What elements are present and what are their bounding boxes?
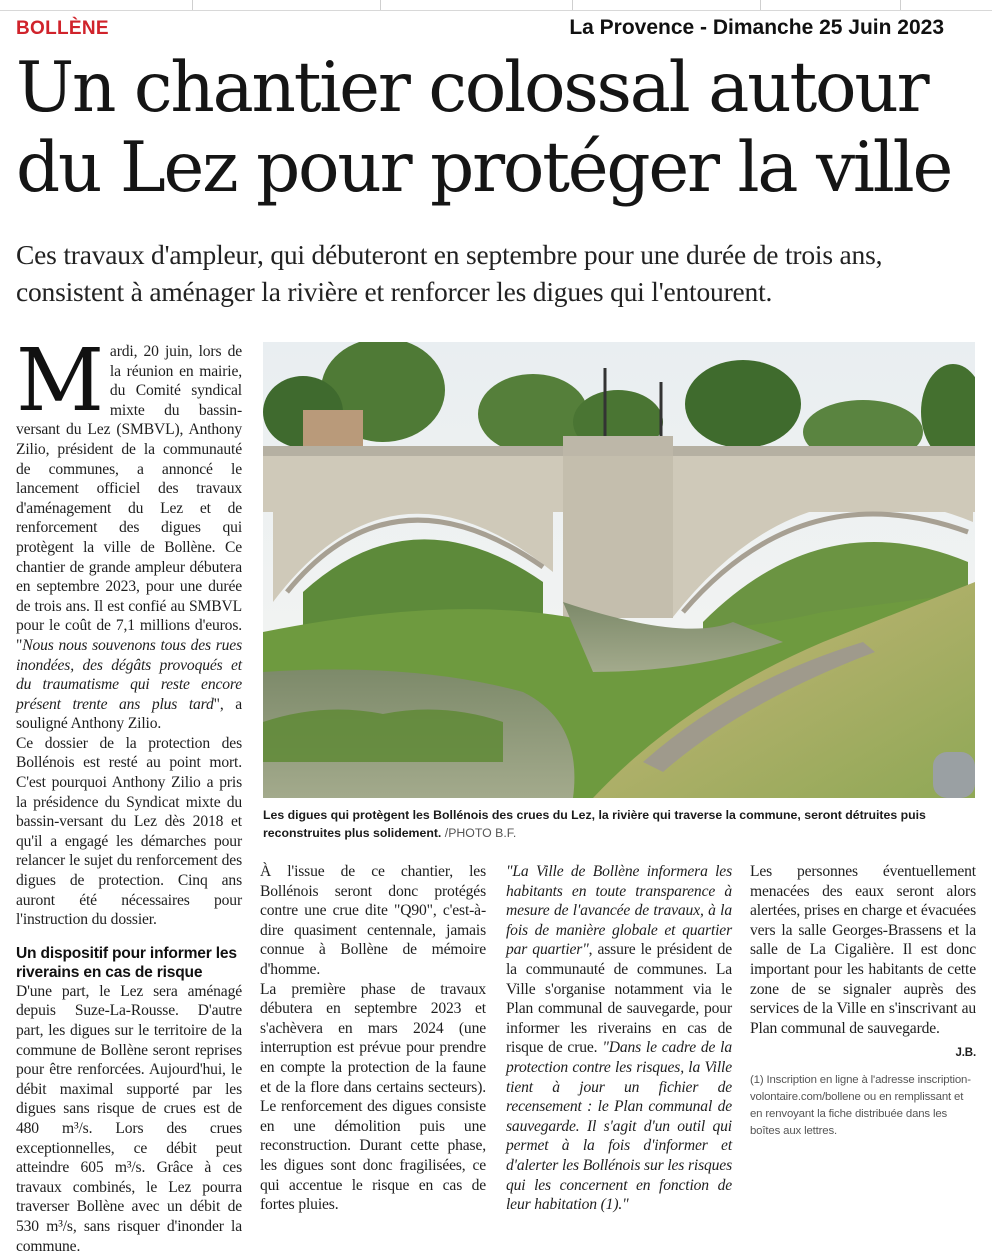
paragraph-6: "La Ville de Bollène informera les habitants en toute transparence à mesure de l'avancée de travaux, à la fois de manière globale et quartier par quartier", assure le président de la communauté de communes. La Ville s'organise notamment via le Plan communal de sauvegarde, pour informer les riverains en cas de risque de crue. "Dans le cadre de la protection contre les risques, la Ville tient à jour un fichier de recensement : le Plan communal de sauvegarde. Il s'agit d'un outil qui permet à la fois d'informer et d'alerter les Bollénois sur les risques qui les concernent en fonction de leur habitation (1)." — [506, 863, 733, 1214]
photo-caption: Les digues qui protègent les Bollénois des crues du Lez, la rivière qui traverse la commune, seront détruites puis reconstruites plus solidement. /PHOTO B.F. — [263, 808, 926, 840]
quote-ville-2: "Dans le cadre de la protection contre les risques, la Ville tient à jour un fichier de recensement : le Plan communal de sauvegarde. Il s'agit d'un outil qui permet à la fois d'informer et d'alerter les Bollénois sur les risques qui les concernent en fonction de leur habitation (1)." — [506, 1039, 733, 1214]
article-subhead: Un dispositif pour informer les riverains en cas de risque — [16, 944, 237, 981]
article-standfirst: Ces travaux d'ampleur, qui débuteront en septembre pour une durée de trois ans, consistent à aménager la rivière et renforcer les digues qui l'entourent. — [16, 239, 883, 307]
section-rubric: BOLLÈNE — [16, 18, 109, 39]
footnote: (1) Inscription en ligne à l'adresse inscription-volontaire.com/bollene ou en remplissant et en renvoyant la fiche distribuée dans les boîtes aux lettres. — [750, 1073, 971, 1137]
article-column-1 — [16, 331, 243, 1256]
quote-zilio: Nous nous souvenons tous des rues inondées, des dégâts provoqués et du traumatisme qui reste encore présent trente ans plus tard — [16, 636, 242, 713]
quote-ville-1: "La Ville de Bollène informera les habitants en toute transparence à mesure de l'avancée de travaux, à la fois de manière globale et quartier par quartier" — [506, 863, 732, 959]
article-column-3 — [506, 862, 732, 1215]
lead-paragraph: Mardi, 20 juin, lors de la réunion en mairie, du Comité syndical mixte du bassin-versant du Lez (SMBVL), Anthony Zilio, président de la communauté de communes, a annoncé le lancement officiel des travaux d'aménagement du Lez et de renforcement des digues qui protègent la ville de Bollène. Ce chantier de grande ampleur débutera en septembre 2023, pour une durée de trois ans. Il est confié au SMBVL pour le coût de 7,1 millions d'euros. "Nous nous souvenons tous des rues inondées, des dégâts provoqués et du traumatisme qui reste encore présent trente ans plus tard", a souligné Anthony Zilio. — [16, 331, 243, 733]
photo-credit: /PHOTO B.F. — [444, 826, 517, 840]
paragraph-2: Ce dossier de la protection des Bollénois est resté au point mort. C'est pourquoi Anthony Zilio a pris la présidence du Syndicat mixte du bassin-versant du Lez dès 2018 et qu'il a engagé les démarches pour relancer le sujet du renforcement des digues de protection. Cinq ans auront été nécessaires pour l'instruction du dossier. — [16, 734, 242, 929]
author-signature: J.B. — [955, 1047, 976, 1060]
top-rule — [0, 0, 992, 11]
article-column-2 — [260, 862, 486, 1215]
paragraph-4: À l'issue de ce chantier, les Bollénois seront donc protégés contre une crue dite "Q90", c'est-à-dire quasiment centennale, jamais connue à Bollène de mémoire d'homme. — [260, 863, 486, 978]
paragraph-3: D'une part, le Lez sera aménagé depuis Suze-La-Rousse. D'autre part, les digues sur le territoire de la commune de Bollène seront reprises pour être renforcées. Aujourd'hui, le débit maximal supporté par les digues sans risque de crues est de 480 m³/s. Lors des crues exceptionnelles, ce débit peut atteindre 605 m³/s. Grâce à ces travaux combinés, le Lez pourra traverser Bollène avec un débit de 530 m³/s, sans risquer d'inonder la commune. — [16, 982, 242, 1255]
bridge-photo — [263, 342, 975, 798]
drop-cap: M — [16, 331, 104, 431]
article-title: Un chantier colossal autour du Lez pour protéger la ville — [16, 48, 952, 208]
article-column-4 — [750, 862, 976, 1140]
paragraph-5: La première phase de travaux débutera en septembre 2023 et s'achèvera en mars 2024 (une interruption est prévue pour prendre en compte la protection de la faune et de la flore dans certains secteurs). Le renforcement des digues consiste en une démolition puis une reconstruction. Durant cette phase, les digues sont donc fragilisées, ce qui accentue le risque en cas de fortes pluies. — [260, 980, 486, 1214]
masthead-date: La Provence - Dimanche 25 Juin 2023 — [569, 16, 944, 39]
paragraph-7: Les personnes éventuellement menacées des eaux seront alors alertées, prises en charge et évacuées vers la salle Georges-Brassens et la salle de La Cigalière. Il est donc important pour les habitants de cette zone de se signaler auprès des services de la Ville en s'inscrivant au Plan communal de sauvegarde. — [750, 863, 976, 1037]
